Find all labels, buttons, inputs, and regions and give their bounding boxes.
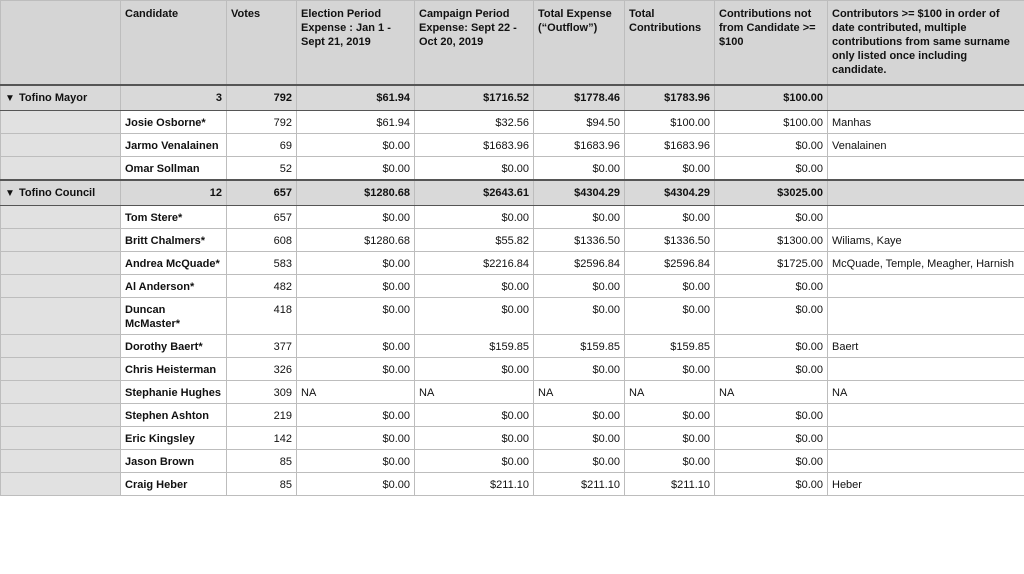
cell-contributions-not-from-candidate: $0.00 (715, 275, 828, 298)
row-indent-cell (1, 404, 121, 427)
group-row[interactable] (1, 85, 1024, 111)
group-contributions-not-from-candidate: $3025.00 (715, 180, 828, 206)
group-name: Tofino Council (19, 187, 96, 199)
header-total-expense: Total Expense (“Outflow”) (534, 1, 625, 86)
cell-votes: 326 (227, 358, 297, 381)
table-row[interactable] (1, 206, 1024, 229)
cell-candidate: Jarmo Venalainen (121, 134, 227, 157)
cell-total-expense: $0.00 (534, 298, 625, 335)
header-row (1, 1, 1024, 86)
cell-total-contributions: NA (625, 381, 715, 404)
cell-total-contributions: $0.00 (625, 450, 715, 473)
cell-contributions-not-from-candidate: $0.00 (715, 427, 828, 450)
group-contributors (828, 180, 1024, 206)
cell-candidate: Tom Stere* (121, 206, 227, 229)
cell-total-expense: $0.00 (534, 404, 625, 427)
cell-election-expense: $61.94 (297, 111, 415, 134)
group-campaign-expense: $1716.52 (415, 85, 534, 111)
cell-candidate: Stephanie Hughes (121, 381, 227, 404)
cell-votes: 69 (227, 134, 297, 157)
cell-election-expense: $0.00 (297, 252, 415, 275)
cell-contributions-not-from-candidate: $100.00 (715, 111, 828, 134)
cell-contributions-not-from-candidate: $0.00 (715, 473, 828, 496)
cell-total-contributions: $1683.96 (625, 134, 715, 157)
cell-campaign-expense: NA (415, 381, 534, 404)
cell-votes: 657 (227, 206, 297, 229)
cell-votes: 608 (227, 229, 297, 252)
cell-contributions-not-from-candidate: $0.00 (715, 358, 828, 381)
cell-election-expense: $1280.68 (297, 229, 415, 252)
row-indent-cell (1, 381, 121, 404)
cell-contributors (828, 275, 1024, 298)
cell-contributions-not-from-candidate: $0.00 (715, 134, 828, 157)
group-total-expense: $4304.29 (534, 180, 625, 206)
cell-votes: 85 (227, 473, 297, 496)
cell-total-expense: $0.00 (534, 157, 625, 181)
cell-candidate: Andrea McQuade* (121, 252, 227, 275)
cell-total-expense: $94.50 (534, 111, 625, 134)
table-row[interactable] (1, 381, 1024, 404)
cell-candidate: Omar Sollman (121, 157, 227, 181)
row-indent-cell (1, 450, 121, 473)
group-name: Tofino Mayor (19, 92, 88, 104)
cell-total-expense: $0.00 (534, 206, 625, 229)
cell-votes: 52 (227, 157, 297, 181)
cell-election-expense: $0.00 (297, 404, 415, 427)
cell-contributors: Manhas (828, 111, 1024, 134)
table-row[interactable] (1, 404, 1024, 427)
table-row[interactable] (1, 157, 1024, 181)
row-indent-cell (1, 111, 121, 134)
row-indent-cell (1, 157, 121, 181)
group-name-cell[interactable] (1, 180, 121, 206)
cell-total-expense: $2596.84 (534, 252, 625, 275)
cell-contributors: McQuade, Temple, Meagher, Harnish (828, 252, 1024, 275)
cell-contributions-not-from-candidate: $0.00 (715, 157, 828, 181)
table-row[interactable] (1, 229, 1024, 252)
cell-candidate: Duncan McMaster* (121, 298, 227, 335)
cell-contributors (828, 206, 1024, 229)
row-indent-cell (1, 229, 121, 252)
cell-contributors (828, 157, 1024, 181)
cell-contributors (828, 404, 1024, 427)
table-row[interactable] (1, 427, 1024, 450)
table-row[interactable] (1, 275, 1024, 298)
cell-campaign-expense: $55.82 (415, 229, 534, 252)
cell-total-contributions: $2596.84 (625, 252, 715, 275)
cell-total-contributions: $211.10 (625, 473, 715, 496)
cell-campaign-expense: $0.00 (415, 275, 534, 298)
cell-total-expense: $159.85 (534, 335, 625, 358)
cell-candidate: Eric Kingsley (121, 427, 227, 450)
cell-total-expense: $0.00 (534, 358, 625, 381)
table-row[interactable] (1, 298, 1024, 335)
header-contributors: Contributors >= $100 in order of date contributed, multiple contributions from same surname only listed once including candidate. (828, 1, 1024, 86)
group-name-cell[interactable] (1, 85, 121, 111)
cell-total-expense: $0.00 (534, 275, 625, 298)
row-indent-cell (1, 275, 121, 298)
cell-campaign-expense: $0.00 (415, 358, 534, 381)
cell-total-contributions: $0.00 (625, 206, 715, 229)
table-row[interactable] (1, 473, 1024, 496)
cell-campaign-expense: $0.00 (415, 206, 534, 229)
cell-campaign-expense: $0.00 (415, 298, 534, 335)
cell-votes: 792 (227, 111, 297, 134)
row-indent-cell (1, 134, 121, 157)
group-candidate-count: 3 (121, 85, 227, 111)
group-candidate-count: 12 (121, 180, 227, 206)
cell-total-expense: $0.00 (534, 427, 625, 450)
cell-candidate: Jason Brown (121, 450, 227, 473)
cell-total-contributions: $0.00 (625, 358, 715, 381)
group-row[interactable] (1, 180, 1024, 206)
cell-election-expense: $0.00 (297, 206, 415, 229)
table-row[interactable] (1, 358, 1024, 381)
group-campaign-expense: $2643.61 (415, 180, 534, 206)
cell-election-expense: NA (297, 381, 415, 404)
cell-candidate: Craig Heber (121, 473, 227, 496)
cell-campaign-expense: $159.85 (415, 335, 534, 358)
row-indent-cell (1, 473, 121, 496)
cell-election-expense: $0.00 (297, 335, 415, 358)
row-indent-cell (1, 206, 121, 229)
cell-contributions-not-from-candidate: $0.00 (715, 335, 828, 358)
cell-campaign-expense: $0.00 (415, 404, 534, 427)
cell-contributions-not-from-candidate: $0.00 (715, 450, 828, 473)
row-indent-cell (1, 427, 121, 450)
header-election-period-expense: Election Period Expense : Jan 1 - Sept 21, 2019 (297, 1, 415, 86)
row-indent-cell (1, 335, 121, 358)
cell-total-expense: $1336.50 (534, 229, 625, 252)
cell-votes: 219 (227, 404, 297, 427)
cell-total-contributions: $100.00 (625, 111, 715, 134)
cell-contributions-not-from-candidate: $1725.00 (715, 252, 828, 275)
cell-votes: 377 (227, 335, 297, 358)
group-votes: 792 (227, 85, 297, 111)
cell-votes: 142 (227, 427, 297, 450)
cell-votes: 583 (227, 252, 297, 275)
cell-election-expense: $0.00 (297, 298, 415, 335)
disclosure-triangle-icon[interactable]: ▼ (5, 188, 15, 199)
header-candidate: Candidate (121, 1, 227, 86)
cell-contributors: Venalainen (828, 134, 1024, 157)
cell-total-contributions: $159.85 (625, 335, 715, 358)
cell-total-contributions: $0.00 (625, 298, 715, 335)
row-indent-cell (1, 358, 121, 381)
cell-campaign-expense: $0.00 (415, 157, 534, 181)
cell-contributions-not-from-candidate: $0.00 (715, 206, 828, 229)
cell-contributors (828, 298, 1024, 335)
cell-total-expense: $0.00 (534, 450, 625, 473)
cell-votes: 309 (227, 381, 297, 404)
cell-election-expense: $0.00 (297, 473, 415, 496)
header-contributions-not-from-candidate: Contributions not from Candidate >= $100 (715, 1, 828, 86)
cell-campaign-expense: $1683.96 (415, 134, 534, 157)
group-contributions-not-from-candidate: $100.00 (715, 85, 828, 111)
cell-campaign-expense: $0.00 (415, 450, 534, 473)
cell-total-contributions: $0.00 (625, 157, 715, 181)
cell-contributors: NA (828, 381, 1024, 404)
group-election-expense: $1280.68 (297, 180, 415, 206)
row-indent-cell (1, 252, 121, 275)
cell-contributors (828, 450, 1024, 473)
cell-election-expense: $0.00 (297, 450, 415, 473)
cell-votes: 418 (227, 298, 297, 335)
cell-contributions-not-from-candidate: $0.00 (715, 298, 828, 335)
disclosure-triangle-icon[interactable]: ▼ (5, 93, 15, 104)
group-election-expense: $61.94 (297, 85, 415, 111)
cell-election-expense: $0.00 (297, 358, 415, 381)
cell-contributions-not-from-candidate: NA (715, 381, 828, 404)
cell-contributors: Wiliams, Kaye (828, 229, 1024, 252)
cell-total-contributions: $0.00 (625, 427, 715, 450)
cell-votes: 85 (227, 450, 297, 473)
table-row[interactable] (1, 335, 1024, 358)
group-total-expense: $1778.46 (534, 85, 625, 111)
header-campaign-period-expense: Campaign Period Expense: Sept 22 - Oct 20, 2019 (415, 1, 534, 86)
cell-candidate: Chris Heisterman (121, 358, 227, 381)
cell-contributors (828, 358, 1024, 381)
cell-candidate: Al Anderson* (121, 275, 227, 298)
header-total-contributions: Total Contributions (625, 1, 715, 86)
cell-total-expense: $1683.96 (534, 134, 625, 157)
group-total-contributions: $1783.96 (625, 85, 715, 111)
table-row[interactable] (1, 134, 1024, 157)
cell-campaign-expense: $2216.84 (415, 252, 534, 275)
cell-campaign-expense: $211.10 (415, 473, 534, 496)
cell-total-expense: NA (534, 381, 625, 404)
cell-election-expense: $0.00 (297, 134, 415, 157)
cell-contributors: Baert (828, 335, 1024, 358)
cell-candidate: Josie Osborne* (121, 111, 227, 134)
group-total-contributions: $4304.29 (625, 180, 715, 206)
cell-total-expense: $211.10 (534, 473, 625, 496)
cell-candidate: Britt Chalmers* (121, 229, 227, 252)
header-blank (1, 1, 121, 86)
table-row[interactable] (1, 252, 1024, 275)
cell-election-expense: $0.00 (297, 427, 415, 450)
cell-campaign-expense: $0.00 (415, 427, 534, 450)
cell-campaign-expense: $32.56 (415, 111, 534, 134)
cell-contributors: Heber (828, 473, 1024, 496)
cell-candidate: Dorothy Baert* (121, 335, 227, 358)
cell-votes: 482 (227, 275, 297, 298)
header-votes: Votes (227, 1, 297, 86)
cell-election-expense: $0.00 (297, 157, 415, 181)
cell-election-expense: $0.00 (297, 275, 415, 298)
table-body (1, 85, 1024, 496)
cell-candidate: Stephen Ashton (121, 404, 227, 427)
cell-contributors (828, 427, 1024, 450)
group-votes: 657 (227, 180, 297, 206)
cell-total-contributions: $1336.50 (625, 229, 715, 252)
table-row[interactable] (1, 450, 1024, 473)
cell-contributions-not-from-candidate: $0.00 (715, 404, 828, 427)
table-row[interactable] (1, 111, 1024, 134)
cell-contributions-not-from-candidate: $1300.00 (715, 229, 828, 252)
cell-total-contributions: $0.00 (625, 404, 715, 427)
group-contributors (828, 85, 1024, 111)
row-indent-cell (1, 298, 121, 335)
cell-total-contributions: $0.00 (625, 275, 715, 298)
